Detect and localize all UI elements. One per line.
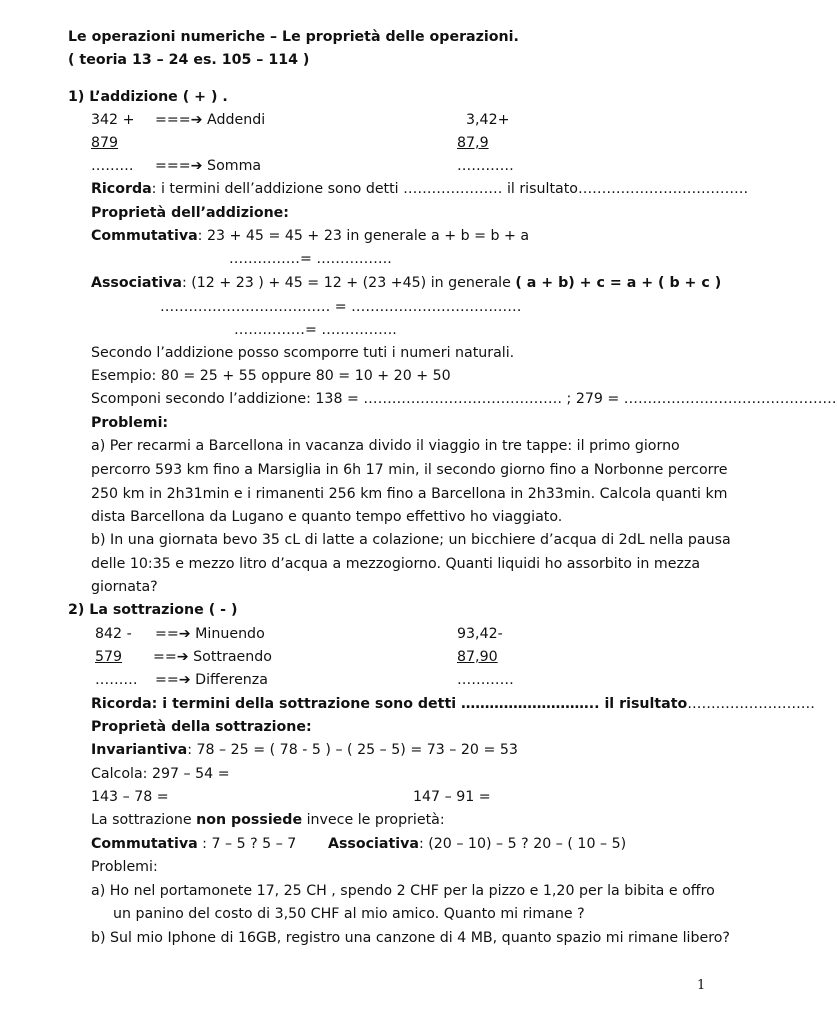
associative-formula: ( a + b) + c = a + ( b + c ) xyxy=(515,275,722,291)
problem-b-line-2: delle 10:35 e mezzo litro d’acqua a mezzogiorno. Quanti liquidi ho assorbito in mezza xyxy=(91,556,701,572)
subtraction-invariant xyxy=(91,742,518,759)
minuend: 842 - xyxy=(95,626,132,642)
addition-associative xyxy=(91,275,721,292)
page-subtitle: ( teoria 13 – 24 es. 105 – 114 ) xyxy=(68,52,310,68)
sub-associative-text: : (20 – 10) – 5 ? 20 – ( 10 – 5) xyxy=(418,836,627,852)
page-title: Le operazioni numeriche – Le proprietà delle operazioni. xyxy=(68,29,519,45)
decimal-sum-blank: ………… xyxy=(457,158,514,174)
decimal-addend-2: 87,9 xyxy=(457,135,489,151)
problem-b-line-3: giornata? xyxy=(91,579,158,595)
decomposition-note: Secondo l’addizione posso scomporre tuti i numeri naturali. xyxy=(91,345,515,361)
associative-text: : (12 + 23 ) + 45 = 12 + (23 +45) in generale xyxy=(181,275,516,291)
sub-problem-b-line-1: b) Sul mio Iphone di 16GB, registro una canzone di 4 MB, quanto spazio mi rimane libero? xyxy=(91,930,730,946)
sub-commutative-text: : 7 – 5 ? 5 – 7 xyxy=(197,836,297,852)
invariant-label: Invariantiva xyxy=(91,742,188,758)
calc-exercise-1: Calcola: 297 – 54 = xyxy=(91,766,230,782)
sub-commutative-label: Commutativa xyxy=(91,836,198,852)
decimal-minuend: 93,42- xyxy=(457,626,503,642)
subtraction-problems-heading: Problemi: xyxy=(91,859,158,875)
addition-properties-heading: Proprietà dell’addizione: xyxy=(91,205,289,221)
section-heading-addition: 1) L’addizione ( + ) . xyxy=(68,89,228,105)
addend-label: ===➔ Addendi xyxy=(155,112,266,128)
problem-a-line-1: a) Per recarmi a Barcellona in vacanza divido il viaggio in tre tappe: il primo giorno xyxy=(91,438,680,454)
decimal-addend-1: 3,42+ xyxy=(466,112,510,128)
addition-problems-heading: Problemi: xyxy=(91,415,169,431)
invariant-text: : 78 – 25 = ( 78 - 5 ) – ( 25 – 5) = 73 – 20 = 53 xyxy=(187,742,518,758)
section-heading-subtraction: 2) La sottrazione ( - ) xyxy=(68,602,238,618)
sum-blank: ……… xyxy=(91,158,134,174)
subtraction-properties-heading: Proprietà della sottrazione: xyxy=(91,719,312,735)
page-number: 1 xyxy=(697,978,706,993)
decomposition-example: Esempio: 80 = 25 + 55 oppure 80 = 10 + 20 + 50 xyxy=(91,368,451,384)
addition-commutative xyxy=(91,228,529,245)
problem-b-line-1: b) In una giornata bevo 35 cL di latte a colazione; un bicchiere d’acqua di 2dL nella pausa xyxy=(91,532,731,548)
problem-a-line-3: 250 km in 2h31min e i rimanenti 256 km fino a Barcellona in 2h33min. Calcola quanti km xyxy=(91,486,728,502)
subtrahend-label: ==➔ Sottraendo xyxy=(153,649,272,665)
associative-blank-2: ……………= ……………. xyxy=(234,322,397,338)
sum-label: ===➔ Somma xyxy=(155,158,262,174)
calc-exercise-2: 143 – 78 = xyxy=(91,789,169,805)
decimal-subtrahend: 87,90 xyxy=(457,649,498,665)
subtraction-reminder xyxy=(91,696,815,713)
addend-1: 342 + xyxy=(91,112,135,128)
addend-2: 879 xyxy=(91,135,119,151)
reminder-label: Ricorda xyxy=(91,181,152,197)
sub-problem-a-line-2: un panino del costo di 3,50 CHF al mio amico. Quanto mi rimane ? xyxy=(113,906,585,922)
associative-blank-1: ……………………………… = ……………………………… xyxy=(160,299,522,315)
non-properties-note xyxy=(91,812,445,829)
subtraction-reminder-text: Ricorda: i termini della sottrazione sono detti ……………………….. il risultato xyxy=(91,696,688,712)
sub-associative-label: Associativa xyxy=(328,836,419,852)
decimal-difference-blank: ………… xyxy=(457,672,514,688)
sub-problem-a-line-1: a) Ho nel portamonete 17, 25 CH , spendo 2 CHF per la pizzo e 1,20 per la bibita e offro xyxy=(91,883,715,899)
problem-a-line-4: dista Barcellona da Lugano e quanto tempo effettivo ho viaggiato. xyxy=(91,509,563,525)
subtraction-commutative xyxy=(91,836,296,853)
difference-blank: ……… xyxy=(95,672,138,688)
subtraction-associative xyxy=(328,836,626,853)
non-properties-post: invece le proprietà: xyxy=(302,812,445,828)
subtrahend: 579 xyxy=(95,649,123,665)
minuend-label: ==➔ Minuendo xyxy=(155,626,265,642)
commutative-label: Commutativa xyxy=(91,228,198,244)
subtraction-reminder-blank: ……………………… xyxy=(687,696,815,712)
reminder-text: : i termini dell’addizione sono detti ………………… il risultato……………………………… xyxy=(151,181,749,197)
difference-label: ==➔ Differenza xyxy=(155,672,268,688)
non-properties-bold: non possiede xyxy=(196,812,303,828)
calc-exercise-3: 147 – 91 = xyxy=(413,789,491,805)
commutative-blank: ……………= ……………. xyxy=(229,251,392,267)
non-properties-pre: La sottrazione xyxy=(91,812,197,828)
decomposition-exercise: Scomponi secondo l’addizione: 138 = …………………………………… ; 279 = ……………………………………… xyxy=(91,391,837,407)
associative-label: Associativa xyxy=(91,275,182,291)
commutative-text: : 23 + 45 = 45 + 23 in generale a + b = b + a xyxy=(197,228,530,244)
problem-a-line-2: percorro 593 km fino a Marsiglia in 6h 17 min, il secondo giorno fino a Norbonne percorre xyxy=(91,462,728,478)
addition-reminder xyxy=(91,181,748,198)
